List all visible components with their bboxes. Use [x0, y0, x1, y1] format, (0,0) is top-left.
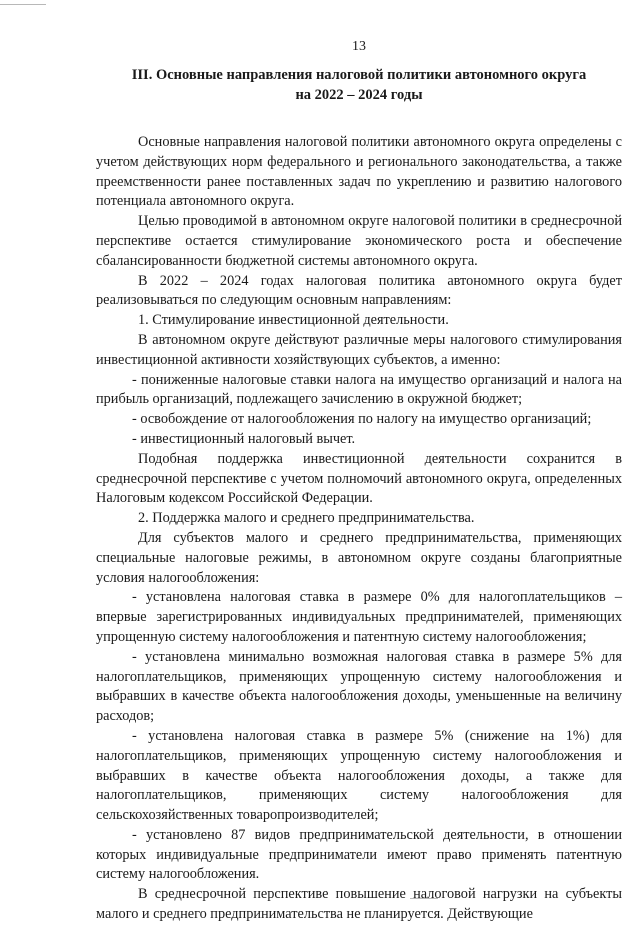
paragraph: Подобная поддержка инвестиционной деятельности сохранится в среднесрочной перспективе с учетом полномочий автономного округа, определенных Налоговым кодексом Российской Федерации. [96, 450, 622, 507]
paragraph: Для субъектов малого и среднего предпринимательства, применяющих специальные налоговые режимы, в автономном округе созданы благоприятные условия налогообложения: [96, 529, 622, 586]
list-item: - установлено 87 видов предпринимательской деятельности, в отношении которых индивидуальные предприниматели имеют право применять патентную систему налогообложения. [96, 826, 622, 883]
list-item: - инвестиционный налоговый вычет. [132, 430, 356, 447]
section-title-line: III. Основные направления налоговой политики автономного округа [131, 67, 587, 83]
document-page [96, 38, 622, 925]
paragraph: В 2022 – 2024 годах налоговая политика автономного округа будет реализовываться по следующим основным направлениям: [96, 272, 622, 309]
paragraph: В автономном округе действуют различные меры налогового стимулирования инвестиционной активности хозяйствующих субъектов, а именно: [96, 331, 622, 368]
list-item: - освобождение от налогообложения по налогу на имущество организаций; [132, 411, 592, 428]
list-item: - установлена минимально возможная налоговая ставка в размере 5% для налогоплательщиков, применяющих упрощенную систему налогообложения и выбравших в качестве объекта налогообложения доходы, уменьшенные на величину расходов; [96, 648, 622, 725]
section-title [96, 65, 622, 105]
page-number: 13 [352, 39, 366, 54]
paragraph: В среднесрочной перспективе повышение налоговой нагрузки на субъекты малого и среднего предпринимательства не планируется. Действующие [96, 886, 622, 923]
paragraph: Основные направления налоговой политики автономного округа определены с учетом действующих норм федерального и регионального законодательства, а также преемственности ранее поставленных задач по укреплению и развитию налогового потенциала автономного округа. [96, 134, 622, 210]
list-item: - пониженные налоговые ставки налога на имущество организаций и налога на прибыль организаций, подлежащего зачислению в окружной бюджет; [96, 371, 622, 408]
numbered-heading: 1. Стимулирование инвестиционной деятельности. [138, 312, 449, 329]
section-title-line: на 2022 – 2024 годы [295, 87, 423, 103]
scan-edge-mark [0, 4, 46, 5]
numbered-heading: 2. Поддержка малого и среднего предпринимательства. [138, 510, 475, 527]
body-text [96, 133, 622, 925]
list-item: - установлена налоговая ставка в размере 0% для налогоплательщиков – впервые зарегистрированных индивидуальных предпринимателей, применяющих упрощенную систему налогообложения и патентную систему налогообложения; [96, 589, 622, 645]
list-item: - установлена налоговая ставка в размере 5% (снижение на 1%) для налогоплательщиков, применяющих упрощенную систему налогообложения и выбравших в качестве объекта налогообложения доходы, а также для налогоплательщиков, применяющих систему налогообложения для сельскохозяйственных товаропроизводителей; [96, 727, 622, 824]
paragraph: Целью проводимой в автономном округе налоговой политики в среднесрочной перспективе остается стимулирование экономического роста и обеспечение сбалансированности бюджетной системы автономного округа. [96, 213, 622, 269]
